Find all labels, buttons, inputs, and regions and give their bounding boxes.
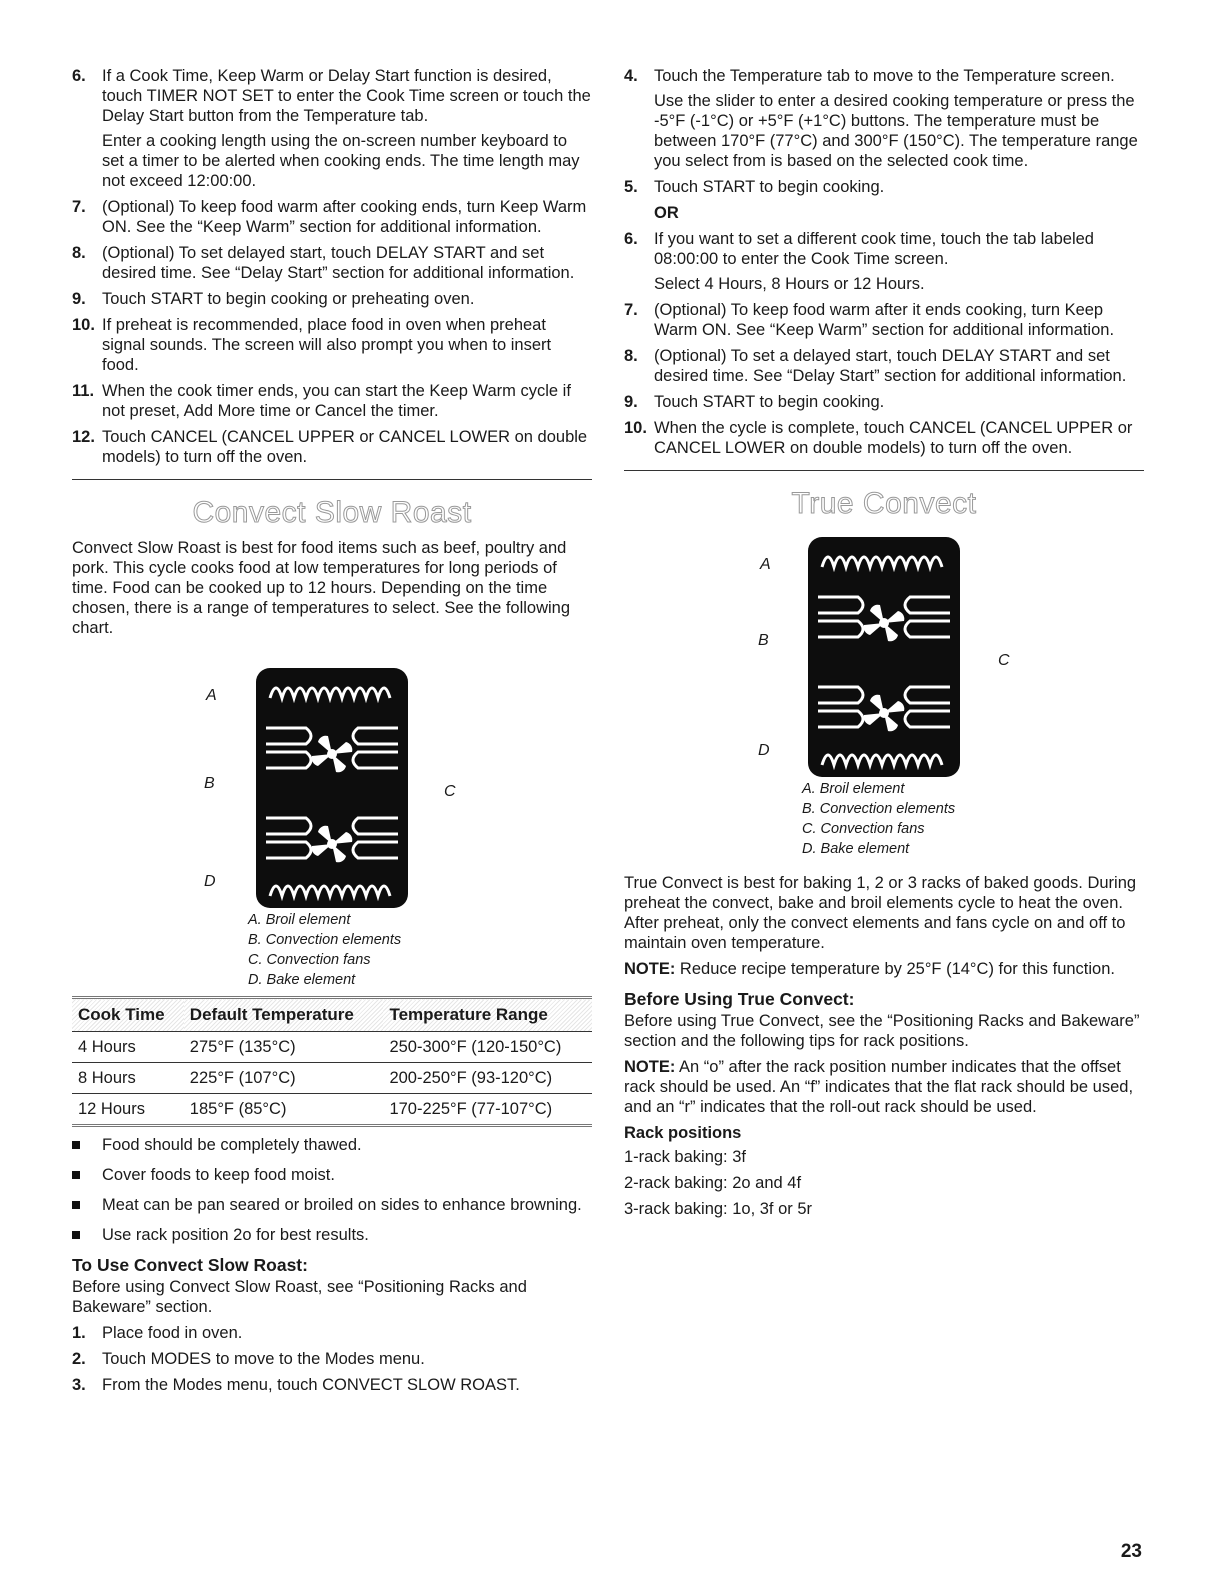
list-item: 5. Touch START to begin cooking. bbox=[624, 178, 885, 196]
steps-list-a bbox=[624, 66, 1144, 197]
list-item: 6. If a Cook Time, Keep Warm or Delay Start function is desired, touch TIMER NOT SET to enter the Cook Time screen or touch the Delay Start button from the Temperature tab. Enter a cooking length using the on-screen number keyboard to set a timer to be alerted when cooking ends. The time length may not exceed 12:00:00. bbox=[72, 67, 591, 190]
oven-diagram-true-convect bbox=[624, 529, 1144, 779]
convection-element-upper bbox=[266, 728, 398, 768]
section-divider bbox=[624, 470, 1144, 471]
list-item: 7. (Optional) To keep food warm after it ends cooking, turn Keep Warm ON. See “Keep Warm” section for additional information. bbox=[624, 301, 1115, 339]
use-intro: Before using Convect Slow Roast, see “Positioning Racks and Bakeware” section. bbox=[72, 1278, 527, 1316]
list-item: 9. Touch START to begin cooking. bbox=[624, 393, 885, 411]
label-c: C bbox=[998, 652, 1010, 669]
convection-element-lower bbox=[266, 818, 398, 858]
list-item: 2. Touch MODES to move to the Modes menu. bbox=[72, 1350, 425, 1368]
list-item: 10. If preheat is recommended, place food in oven when preheat signal sounds. The screen will also prompt you when to insert food. bbox=[72, 316, 552, 374]
list-item: 1. Place food in oven. bbox=[72, 1324, 243, 1342]
table-row: 8 Hours 225°F (107°C) 200-250°F (93-120°C) bbox=[72, 1063, 592, 1094]
oven-cavity bbox=[256, 668, 408, 908]
broil-element bbox=[270, 688, 390, 698]
oven-diagram-slow-roast bbox=[72, 648, 592, 910]
before-text: Before using True Convect, see the “Positioning Racks and Bakeware” section and the following tips for rack positions. bbox=[624, 1012, 1140, 1050]
label-a: A bbox=[206, 687, 217, 704]
figure-captions: A. Broil element B. Convection elements C. Convection fans D. Bake element bbox=[248, 912, 402, 988]
section-divider bbox=[72, 479, 592, 480]
list-item: Cover foods to keep food moist. bbox=[72, 1165, 592, 1185]
use-heading: To Use Convect Slow Roast: bbox=[72, 1255, 308, 1275]
use-steps-list bbox=[72, 1323, 592, 1395]
rack-position: 1-rack baking: 3f bbox=[624, 1148, 746, 1166]
rack-position: 2-rack baking: 2o and 4f bbox=[624, 1174, 802, 1192]
true-convect-body bbox=[624, 873, 1144, 1219]
fan-icon bbox=[312, 736, 353, 863]
figure-captions: A. Broil element B. Convection elements C. Convection fans D. Bake element bbox=[802, 781, 956, 857]
rack-heading: Rack positions bbox=[624, 1124, 742, 1142]
list-item: 4. Touch the Temperature tab to move to the Temperature screen. Use the slider to enter a desired cooking temperature or press the -5°F (-1°C) or +5°F (+1°C) buttons. The temperature must be between 170°F (77°C) and 300°F (150°C). The temperature range you select from is based on the selected cook time. bbox=[624, 67, 1138, 170]
left-column bbox=[72, 66, 592, 1401]
before-heading: Before Using True Convect: bbox=[624, 989, 855, 1009]
label-b: B bbox=[758, 632, 769, 649]
label-c: C bbox=[444, 783, 456, 800]
fan-icon bbox=[864, 605, 905, 732]
note-2: NOTE: An “o” after the rack position number indicates that the offset rack should be used. An “f” indicates that the flat rack should be used, and an “r” indicates that the roll-out rack should be used. bbox=[624, 1058, 1134, 1116]
section-title-true-convect: True Convect bbox=[791, 487, 977, 520]
list-item: Food should be completely thawed. bbox=[72, 1135, 592, 1155]
true-convect-intro: True Convect is best for baking 1, 2 or 3 racks of baked goods. During preheat the convect, bake and broil elements cycle to heat the oven. After preheat, only the convect elements and fans cycle on and off to maintain oven temperature. bbox=[624, 874, 1137, 952]
list-item: 6. If you want to set a different cook time, touch the tab labeled 08:00:00 to enter the Cook Time screen. Select 4 Hours, 8 Hours or 12 Hours. bbox=[624, 230, 1094, 293]
page-number: 23 bbox=[1120, 1541, 1142, 1562]
list-item: Use rack position 2o for best results. bbox=[72, 1225, 592, 1245]
convection-element-upper bbox=[818, 597, 950, 637]
oven-cavity bbox=[808, 537, 960, 777]
oven-elements-graphic bbox=[808, 537, 960, 777]
oven-elements-graphic bbox=[256, 668, 408, 908]
label-d: D bbox=[758, 742, 770, 759]
broil-element bbox=[822, 557, 942, 567]
bake-element bbox=[270, 886, 390, 896]
slow-roast-intro: Convect Slow Roast is best for food items such as beef, poultry and pork. This cycle cooks food at low temperatures for long periods of time. Food can be cooked up to 12 hours. Depending on the time chosen, there is a range of temperatures to select. See the following chart. bbox=[72, 539, 571, 637]
note-1: NOTE: Reduce recipe temperature by 25°F (14°C) for this function. bbox=[624, 960, 1115, 978]
list-item: 12. Touch CANCEL (CANCEL UPPER or CANCEL LOWER on double models) to turn off the oven. bbox=[72, 428, 588, 466]
steps-list-top bbox=[72, 66, 592, 467]
tips-list bbox=[72, 1135, 592, 1245]
list-item: Meat can be pan seared or broiled on sides to enhance browning. bbox=[72, 1195, 592, 1215]
list-item: 9. Touch START to begin cooking or preheating oven. bbox=[72, 290, 475, 308]
rack-position: 3-rack baking: 1o, 3f or 5r bbox=[624, 1200, 813, 1218]
bake-element bbox=[822, 755, 942, 765]
list-item: 8. (Optional) To set delayed start, touch DELAY START and set desired time. See “Delay Start” section for additional information. bbox=[72, 244, 575, 282]
label-b: B bbox=[204, 775, 215, 792]
list-item: 10. When the cycle is complete, touch CANCEL (CANCEL UPPER or CANCEL LOWER on double models) to turn off the oven. bbox=[624, 419, 1133, 457]
label-d: D bbox=[204, 873, 216, 890]
table-row: 12 Hours 185°F (85°C) 170-225°F (77-107°C) bbox=[72, 1094, 592, 1126]
steps-list-b bbox=[624, 229, 1144, 458]
label-a: A bbox=[760, 556, 771, 573]
list-item: 11. When the cook timer ends, you can start the Keep Warm cycle if not preset, Add More time or Cancel the timer. bbox=[72, 382, 571, 420]
convection-element-lower bbox=[818, 687, 950, 727]
list-item: 3. From the Modes menu, touch CONVECT SLOW ROAST. bbox=[72, 1376, 520, 1394]
cook-time-table bbox=[72, 996, 592, 1127]
list-item: 8. (Optional) To set a delayed start, touch DELAY START and set desired time. See “Delay Start” section for additional information. bbox=[624, 347, 1127, 385]
right-column bbox=[624, 66, 1144, 1225]
list-item: 7. (Optional) To keep food warm after cooking ends, turn Keep Warm ON. See the “Keep Warm” section for additional information. bbox=[72, 198, 587, 236]
table-header-row: Cook Time Default Temperature Temperature Range bbox=[72, 998, 592, 1032]
or-label: OR bbox=[654, 204, 679, 222]
table-row: 4 Hours 275°F (135°C) 250-300°F (120-150°C) bbox=[72, 1032, 592, 1063]
section-title-convect-slow-roast: Convect Slow Roast bbox=[192, 496, 472, 529]
